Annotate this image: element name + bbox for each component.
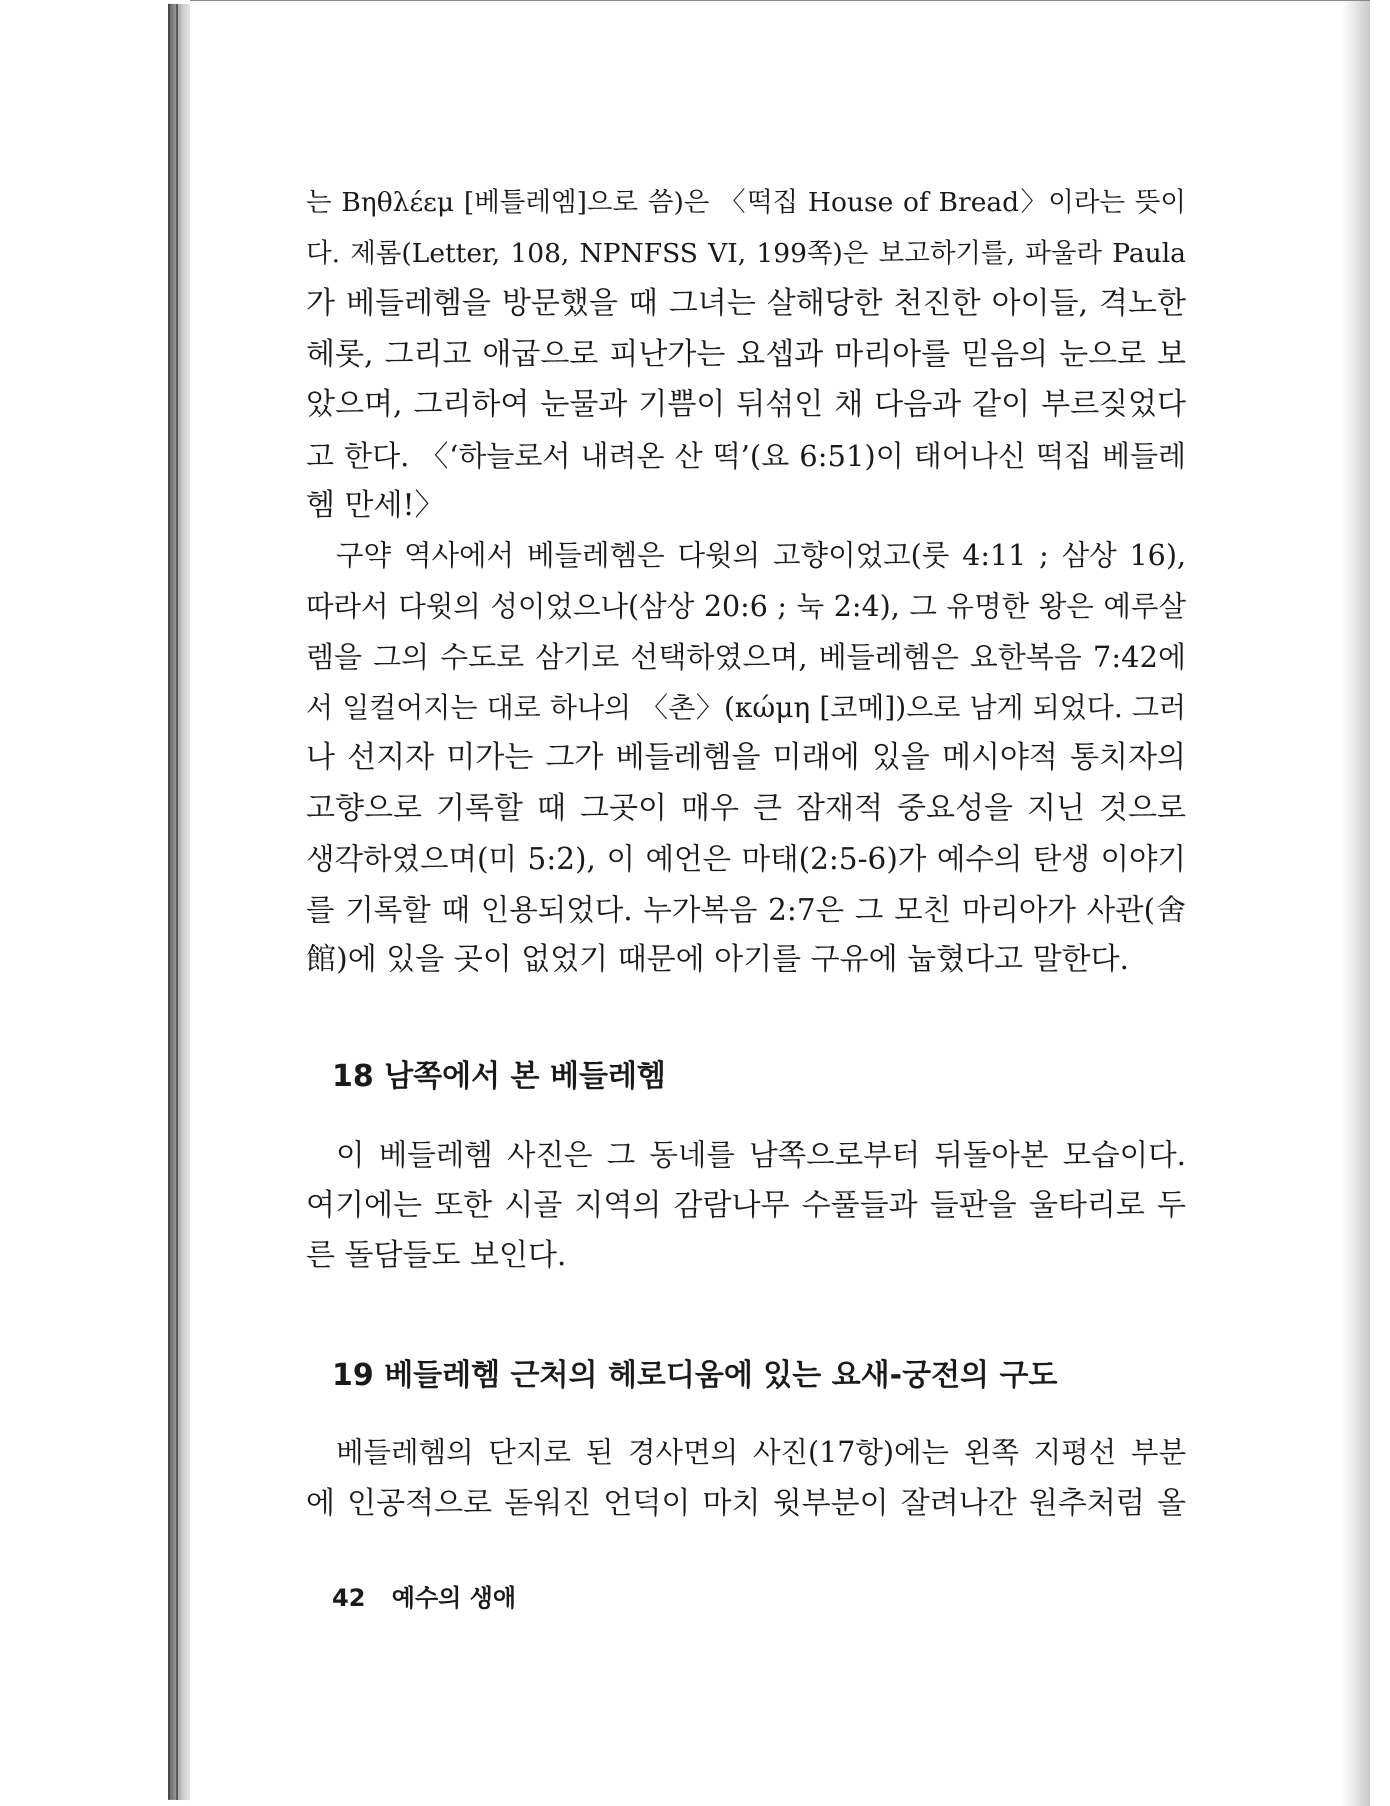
text-line: 구약 역사에서 베들레헴은 다윗의 고향이었고(룻 4:11 ; 삼상 16), — [336, 539, 1186, 572]
text-line: 가 베들레헴을 방문했을 때 그녀는 살해당한 천진한 아이들, 격노한 — [306, 286, 1186, 321]
section-18-body — [306, 1130, 1186, 1282]
book-page-edge — [168, 4, 192, 1800]
text-line: 여기에는 또한 시골 지역의 감람나무 수풀들과 들판을 울타리로 두 — [306, 1187, 1186, 1223]
section-heading-18: 18 남쪽에서 본 베들레헴 — [332, 1059, 666, 1094]
text-line: 는 Βηθλέεμ [베틀레엠]으로 씀)은 〈떡집 House of Bread〉이라는 뜻이 — [306, 187, 1186, 218]
page-footer — [332, 1582, 516, 1614]
text-line: 다. 제롬(Letter, 108, NPNFSS VI, 199쪽)은 보고하기를, 파울라 Paula — [306, 237, 1186, 269]
text-line: 館)에 있을 곳이 없었기 때문에 아기를 구유에 눕혔다고 말한다. — [306, 942, 1130, 977]
text-line: 서 일컬어지는 대로 하나의 〈촌〉(κώμη [코메])으로 남게 되었다. 그러 — [306, 690, 1186, 724]
page-gutter-shadow — [1342, 1, 1370, 1806]
page-number: 42 — [332, 1584, 366, 1612]
text-line: 생각하였으며(미 5:2), 이 예언은 마태(2:5-6)가 예수의 탄생 이야기 — [306, 842, 1186, 876]
text-line: 따라서 다윗의 성이었으나(삼상 20:6 ; 눅 2:4), 그 유명한 왕은 예루살 — [306, 589, 1186, 623]
text-line: 헤롯, 그리고 애굽으로 피난가는 요셉과 마리아를 믿음의 눈으로 보 — [306, 336, 1186, 372]
section-19-body — [306, 1428, 1186, 1529]
text-line: 른 돌담들도 보인다. — [306, 1238, 567, 1273]
running-title: 예수의 생애 — [391, 1584, 517, 1612]
text-line: 렘을 그의 수도로 삼기로 선택하였으며, 베들레헴은 요한복음 7:42에 — [306, 640, 1186, 674]
text-line: 나 선지자 미가는 그가 베들레헴을 미래에 있을 메시야적 통치자의 — [306, 740, 1186, 775]
text-line: 고 한다. 〈‘하늘로서 내려온 산 떡’(요 6:51)이 태어나신 떡집 베들레 — [306, 438, 1186, 473]
section-heading-19: 19 베들레헴 근처의 헤로디움에 있는 요새-궁전의 구도 — [332, 1358, 1058, 1393]
text-line: 고향으로 기록할 때 그곳이 매우 큰 잠재적 중요성을 지닌 것으로 — [306, 790, 1186, 826]
text-line: 이 베들레헴 사진은 그 동네를 남쪽으로부터 뒤돌아본 모습이다. — [336, 1138, 1186, 1172]
text-line: 베들레헴의 단지로 된 경사면의 사진(17항)에는 왼쪽 지평선 부분 — [336, 1436, 1186, 1469]
text-line: 에 인공적으로 돋워진 언덕이 마치 윗부분이 잘려나간 원추처럼 올 — [306, 1485, 1186, 1521]
paragraph-bethlehem-history — [306, 531, 1186, 986]
text-line: 를 기록할 때 인용되었다. 누가복음 2:7은 그 모친 마리아가 사관(舍 — [306, 892, 1186, 927]
text-line: 헴 만세!〉 — [306, 488, 445, 523]
text-line: 았으며, 그리하여 눈물과 기쁨이 뒤섞인 채 다음과 같이 부르짖었다 — [306, 387, 1186, 422]
paragraph-bethlehem-meaning — [306, 178, 1186, 532]
